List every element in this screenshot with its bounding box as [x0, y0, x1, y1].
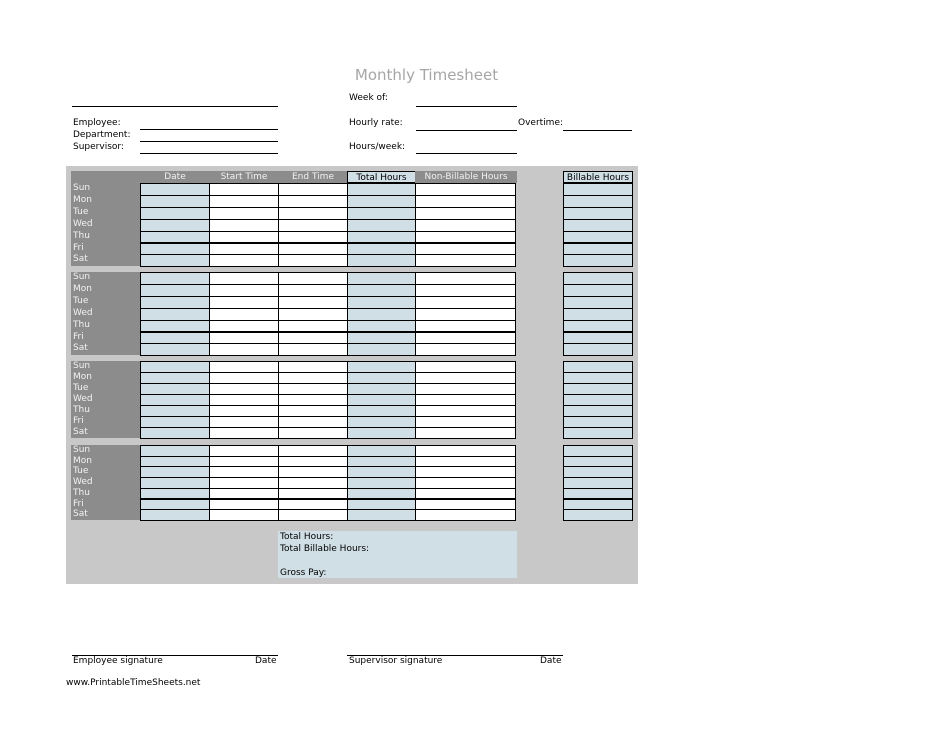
day-header-blank: [71, 171, 140, 183]
hours-grid: [140, 183, 517, 266]
day-label: Sun: [73, 361, 91, 371]
day-label: Thu: [73, 230, 90, 241]
day-label: Tue: [73, 383, 89, 393]
day-label: Sun: [73, 183, 91, 193]
hours-grid: [140, 445, 517, 520]
day-column: [71, 183, 140, 266]
page-title: Monthly Timesheet: [354, 66, 499, 84]
col-header-start-time: Start Time: [209, 171, 279, 183]
date-cell[interactable]: [140, 427, 210, 439]
col-header-total-hours: Total Hours: [347, 171, 416, 183]
non-billable-hours-cell[interactable]: [415, 343, 516, 356]
department-field[interactable]: [140, 141, 278, 142]
start-time-cell[interactable]: [209, 509, 279, 521]
table-row: [140, 343, 517, 356]
week-block-1: [71, 183, 517, 266]
day-label: Mon: [73, 372, 92, 382]
day-label: Tue: [73, 466, 89, 477]
total-hours-cell[interactable]: [347, 343, 416, 356]
col-header-date: Date: [140, 171, 210, 183]
total-hours-label: Total Hours:: [280, 532, 334, 542]
day-label: Thu: [73, 405, 90, 415]
gross-pay-label: Gross Pay:: [280, 568, 327, 578]
table-row: [140, 509, 517, 521]
total-hours-cell[interactable]: [347, 427, 416, 439]
day-label: Sat: [73, 254, 88, 265]
hours-week-field[interactable]: [416, 153, 517, 154]
end-time-cell[interactable]: [278, 254, 348, 267]
day-column: [71, 361, 140, 438]
day-label: Mon: [73, 455, 92, 466]
day-label: Sat: [73, 509, 88, 520]
non-billable-hours-cell[interactable]: [415, 254, 516, 267]
supervisor-label: Supervisor:: [73, 142, 124, 152]
day-label: Tue: [73, 206, 89, 217]
week-block-3: [71, 361, 517, 438]
day-label: Wed: [73, 394, 93, 404]
day-label: Sun: [73, 445, 91, 455]
day-column: [71, 272, 140, 355]
totals-box: [278, 531, 517, 578]
employee-date-label: Date: [255, 656, 277, 666]
supervisor-date-label: Date: [540, 656, 562, 666]
start-time-cell[interactable]: [209, 343, 279, 356]
day-label: Mon: [73, 194, 92, 205]
col-header-non-billable-hours: Non-Billable Hours: [415, 171, 517, 183]
employee-field[interactable]: [140, 129, 278, 130]
col-header-billable-hours: Billable Hours: [563, 171, 633, 183]
day-label: Wed: [73, 477, 93, 488]
day-label: Fri: [73, 416, 84, 426]
table-row: [140, 427, 517, 439]
day-label: Sat: [73, 343, 88, 354]
hourly-rate-label: Hourly rate:: [349, 118, 403, 128]
total-billable-hours-label: Total Billable Hours:: [280, 544, 370, 554]
day-label: Sat: [73, 427, 88, 437]
employee-signature-label: Employee signature: [73, 656, 163, 666]
date-cell[interactable]: [140, 254, 210, 267]
date-cell[interactable]: [140, 343, 210, 356]
billable-hours-cell[interactable]: [563, 254, 633, 267]
week-block-2: [71, 272, 517, 355]
start-time-cell[interactable]: [209, 427, 279, 439]
billable-hours-cell[interactable]: [563, 509, 633, 521]
day-label: Fri: [73, 331, 84, 342]
website-link[interactable]: www.PrintableTimeSheets.net: [66, 678, 201, 688]
non-billable-hours-cell[interactable]: [415, 427, 516, 439]
day-label: Fri: [73, 498, 84, 509]
end-time-cell[interactable]: [278, 427, 348, 439]
hours-week-label: Hours/week:: [349, 142, 406, 152]
week-block-4: [71, 445, 517, 520]
non-billable-hours-cell[interactable]: [415, 509, 516, 521]
day-label: Thu: [73, 487, 90, 498]
day-label: Mon: [73, 283, 92, 294]
day-label: Tue: [73, 295, 89, 306]
day-label: Sun: [73, 272, 91, 282]
week-of-label: Week of:: [349, 93, 388, 103]
day-column: [71, 445, 140, 520]
day-label: Fri: [73, 242, 84, 253]
start-time-cell[interactable]: [209, 254, 279, 267]
department-label: Department:: [73, 130, 131, 140]
billable-hours-cell[interactable]: [563, 343, 633, 356]
employee-label: Employee:: [73, 118, 121, 128]
hourly-rate-field[interactable]: [416, 130, 517, 131]
day-label: Thu: [73, 319, 90, 330]
end-time-cell[interactable]: [278, 509, 348, 521]
day-label: Wed: [73, 218, 93, 229]
total-hours-cell[interactable]: [347, 254, 416, 267]
overtime-field[interactable]: [563, 130, 632, 131]
billable-hours-cell[interactable]: [563, 427, 633, 439]
col-header-end-time: End Time: [278, 171, 348, 183]
name-line[interactable]: [72, 106, 278, 107]
supervisor-field[interactable]: [140, 153, 278, 154]
week-of-field[interactable]: [416, 106, 517, 107]
overtime-label: Overtime:: [518, 118, 564, 128]
table-row: [140, 254, 517, 267]
date-cell[interactable]: [140, 509, 210, 521]
hours-grid: [140, 272, 517, 355]
hours-grid: [140, 361, 517, 438]
end-time-cell[interactable]: [278, 343, 348, 356]
day-label: Wed: [73, 307, 93, 318]
supervisor-signature-label: Supervisor signature: [349, 656, 443, 666]
total-hours-cell[interactable]: [347, 509, 416, 521]
